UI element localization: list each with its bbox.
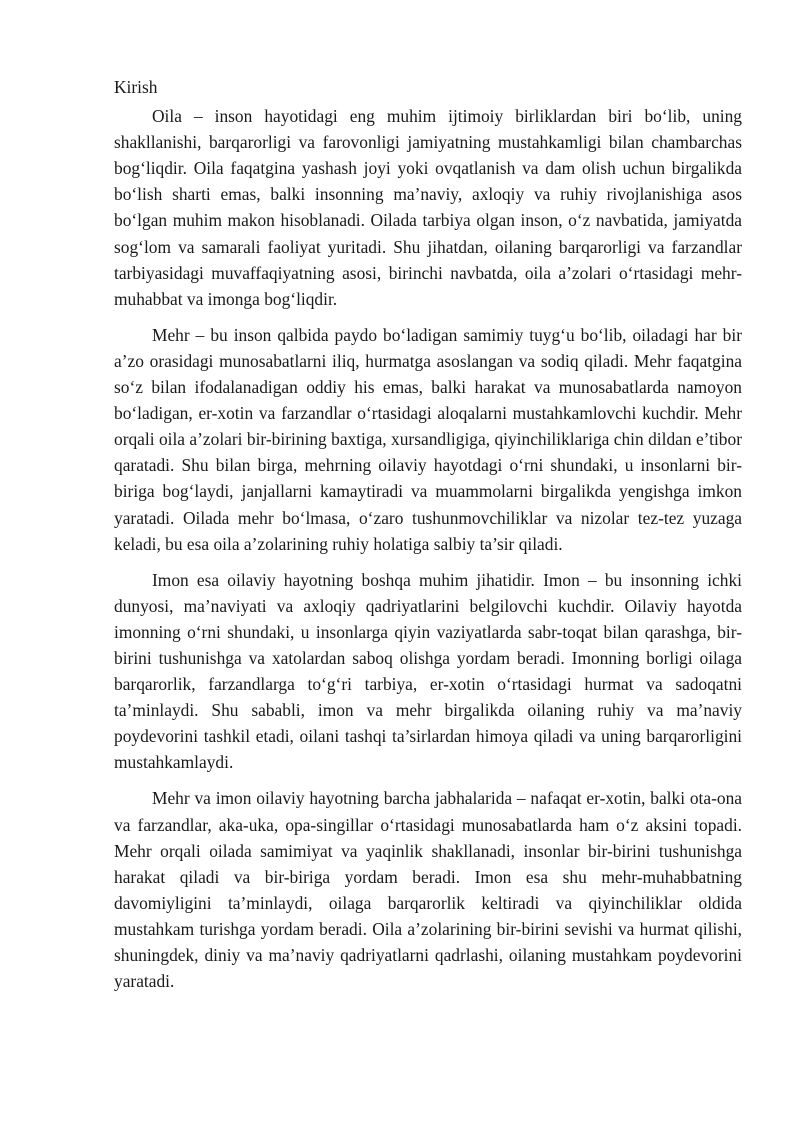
paragraph-1: Oila – inson hayotidagi eng muhim ijtimoiy birliklardan biri bo‘lib, uning shakllanishi, barqarorligi va farovonligi jamiyatning mustahkamligi bilan chambarchas bog‘liqdir. Oila faqatgina yashash joyi yoki ovqatlanish va dam olish uchun birgalikda bo‘lish sharti emas, balki insonning ma’naviy, axloqiy va ruhiy rivojlanishiga asos bo‘lgan muhim makon hisoblanadi. Oilada tarbiya olgan inson, o‘z navbatida, jamiyatda sog‘lom va samarali faoliyat yuritadi. Shu jihatdan, oilaning barqarorligi va farzandlar tarbiyasidagi muvaffaqiyatning asosi, birinchi navbatda, oila a’zolari o‘rtasidagi mehr-muhabbat va imonga bog‘liqdir. — [114, 106, 742, 309]
paragraph-4: Mehr va imon oilaviy hayotning barcha jabhalarida – nafaqat er-xotin, balki ota-ona va farzandlar, aka-uka, opa-singillar o‘rtasidagi munosabatlarda ham o‘z aksini topadi. Mehr orqali oilada samimiyat va yaqinlik shakllanadi, insonlar bir-birini tushunishga harakat qiladi va bir-biriga yordam beradi. Imon esa shu mehr-muhabbatning davomiyligini ta’minlaydi, oilaga barqarorlik keltiradi va qiyinchiliklar oldida mustahkam turishga yordam beradi. Oila a’zolarining bir-birini sevishi va hurmat qilishi, shuningdek, diniy va ma’naviy qadriyatlarni qadrlashi, oilaning mustahkam poydevorini yaratadi. — [114, 788, 742, 992]
paragraph-2: Mehr – bu inson qalbida paydo bo‘ladigan samimiy tuyg‘u bo‘lib, oiladagi har bir a’zo orasidagi munosabatlarni iliq, hurmatga asoslangan va sodiq qiladi. Mehr faqatgina so‘z bilan ifodalanadigan oddiy his emas, balki harakat va munosabatlarda namoyon bo‘ladigan, er-xotin va farzandlar o‘rtasidagi aloqalarni mustahkamlovchi kuchdir. Mehr orqali oila a’zolari bir-birining baxtiga, xursandligiga, qiyinchiliklariga chin dildan e’tibor qaratadi. Shu bilan birga, mehrning oilaviy hayotdagi o‘rni shundaki, u insonlarni bir-biriga bog‘laydi, janjallarni kamaytiradi va muammolarni birgalikda yengishga imkon yaratadi. Oilada mehr bo‘lmasa, o‘zaro tushunmovchiliklar va nizolar tez-tez yuzaga keladi, bu esa oila a’zolarining ruhiy holatiga salbiy ta’sir qiladi. — [114, 324, 742, 554]
section-heading: Kirish — [114, 77, 158, 97]
document-page — [114, 74, 742, 1004]
paragraph-3: Imon esa oilaviy hayotning boshqa muhim jihatidir. Imon – bu insonning ichki dunyosi, ma’naviyati va axloqiy qadriyatlarini belgilovchi kuchdir. Oilaviy hayotda imonning o‘rni shundaki, u insonlarga qiyin vaziyatlarda sabr-toqat bilan qarashga, bir-birini tushunishga va xatolardan saboq olishga yordam beradi. Imonning borligi oilaga barqarorlik, farzandlarga to‘g‘ri tarbiya, er-xotin o‘rtasidagi hurmat va sadoqatni ta’minlaydi. Shu sababli, imon va mehr birgalikda oilaning ruhiy va ma’naviy poydevorini tashkil etadi, oilani tashqi ta’sirlardan himoya qiladi va uning barqarorligini mustahkamlaydi. — [114, 569, 742, 773]
